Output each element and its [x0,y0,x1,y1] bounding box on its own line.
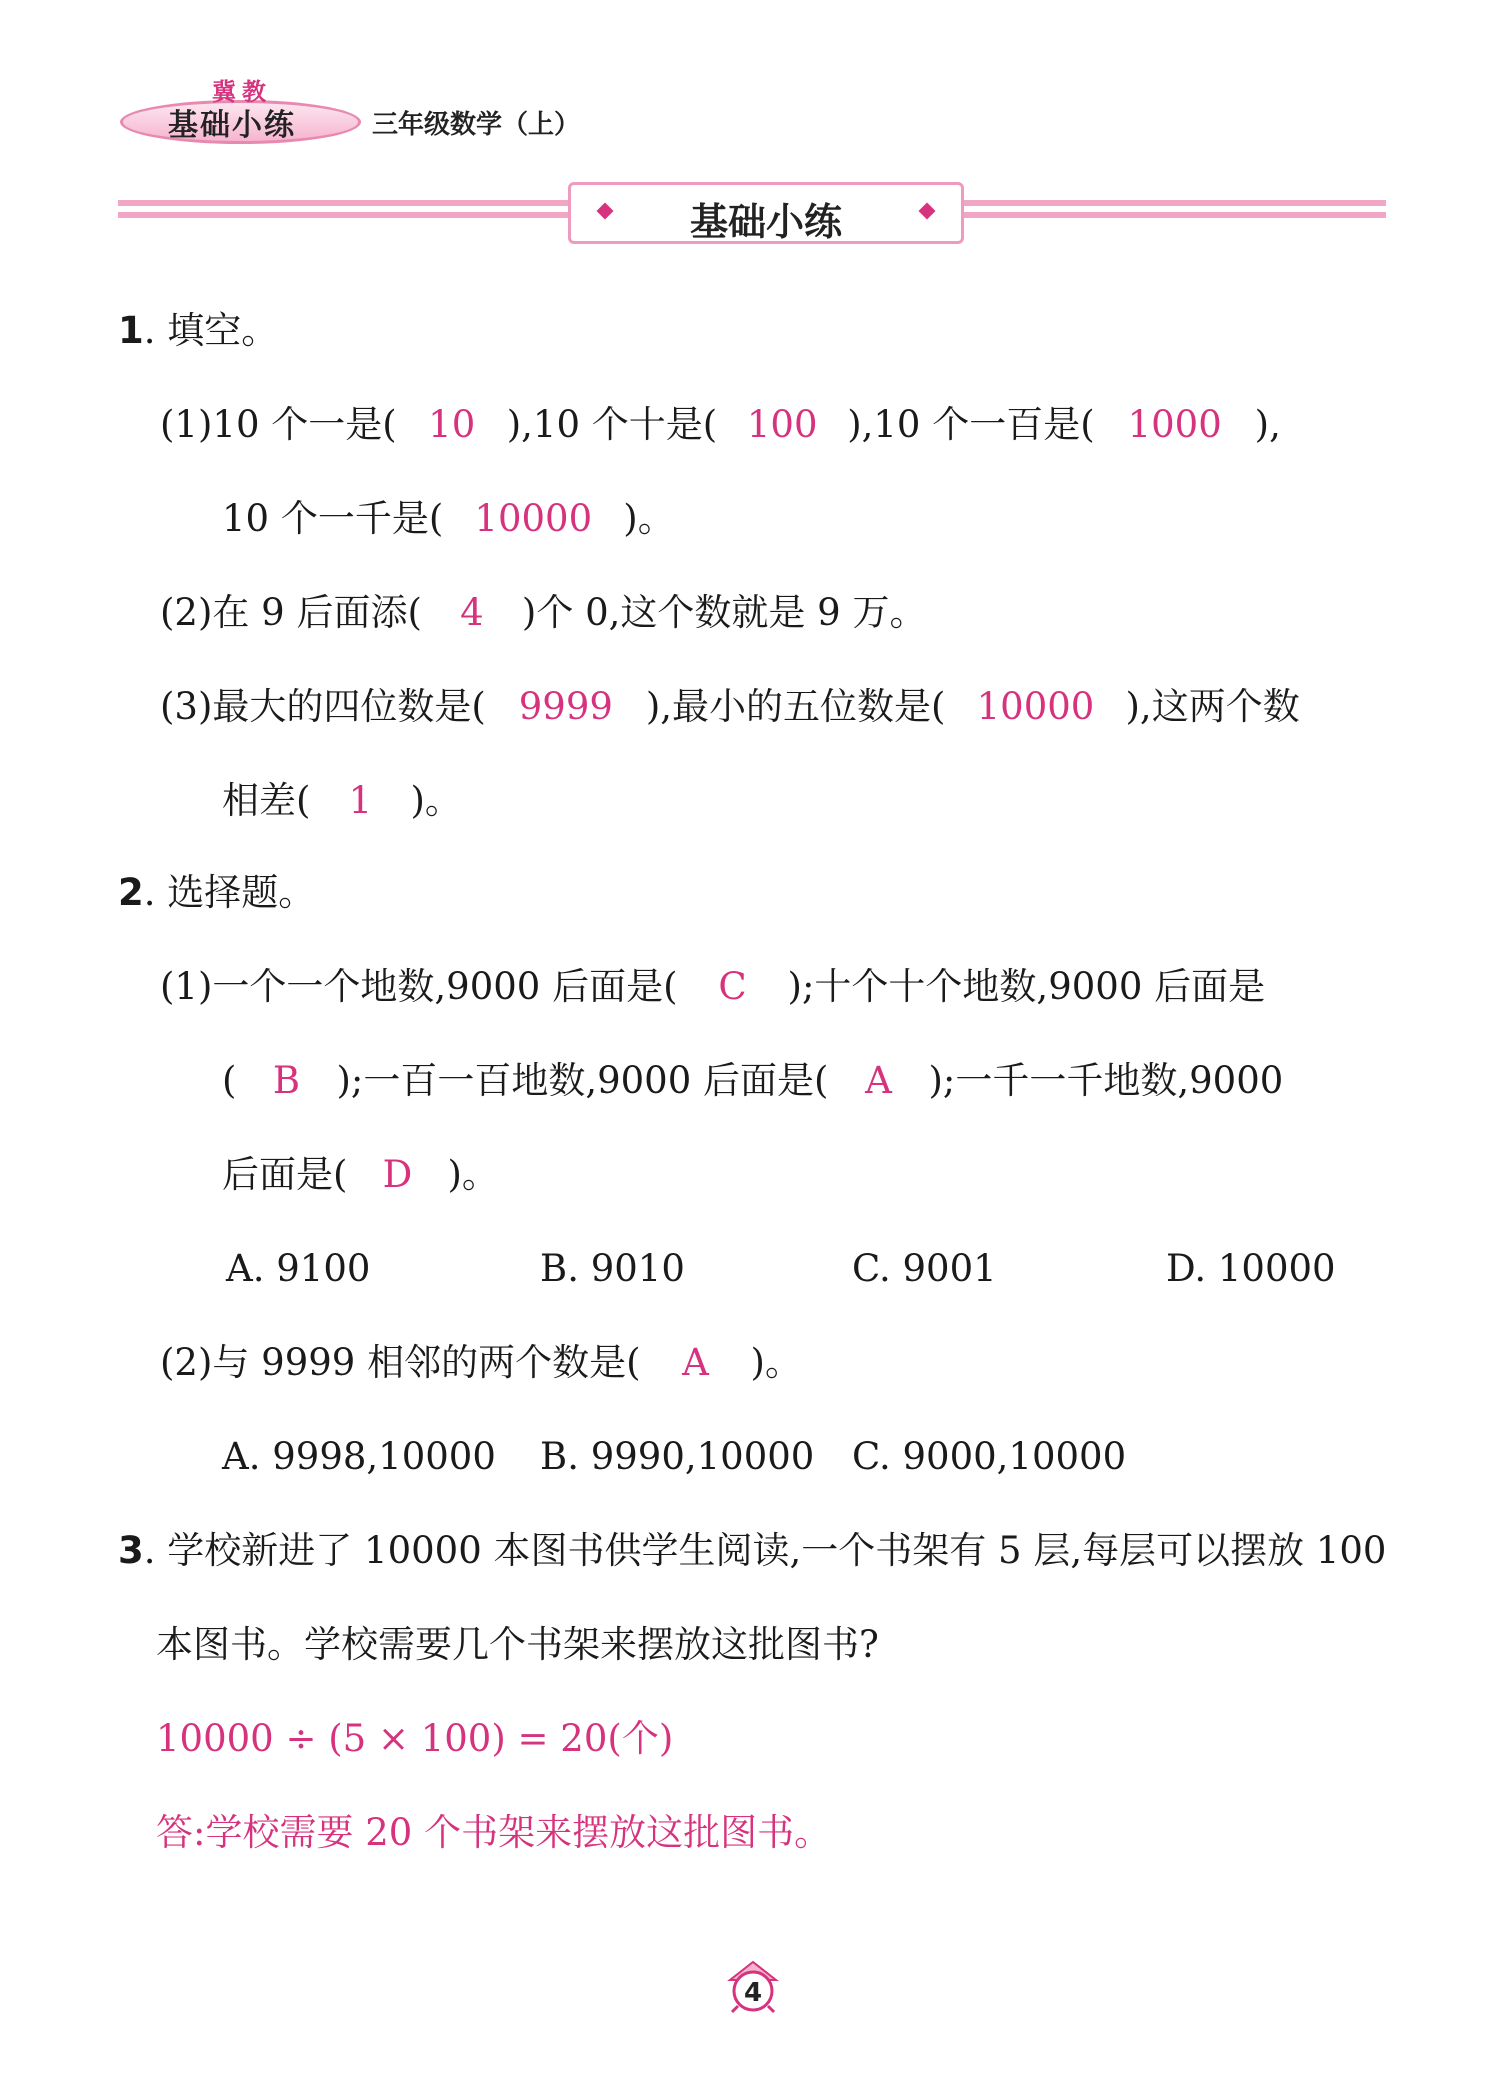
page-number-badge [726,1960,780,2014]
q2-option-a: A. 9100 [226,1247,371,1290]
q1-number: 1 [118,309,144,352]
q1-part1-line1 [160,402,1281,448]
q1-part1-line2 [222,496,675,542]
section-title-box [568,182,964,244]
q1-p1-answer-a: 10 [428,403,476,446]
q1-title [118,308,278,354]
q1-p2-answer: 4 [460,591,484,634]
q2-part1-line1 [160,964,1265,1010]
q1-p3-answer-d: 1 [348,779,373,822]
q1-p1-answer-e: 10000 [474,497,593,540]
q1-p1-text-f: )。 [623,497,675,540]
q2-p2-option-a: A. 9998,10000 [222,1435,496,1478]
q2-option-c: C. 9001 [852,1247,997,1290]
q3-calculation: 10000 ÷ (5 × 100) = 20(个) [156,1717,674,1760]
q1-p2-text-b: )个 0,这个数就是 9 万。 [521,591,927,634]
section-title: 基础小练 [689,200,842,244]
q1-part3-line1 [160,684,1300,730]
q2-p1-text-f: 后面是( [222,1153,348,1196]
q2-p1-answer-d: A [865,1059,892,1102]
q2-p2-option-b: B. 9990,10000 [540,1435,815,1478]
q1-part3-line2 [222,778,462,824]
q2-option-b: B. 9010 [540,1247,685,1290]
q1-title-text: . 填空。 [143,309,279,352]
q1-p3-text-d: 相差( [222,779,311,822]
q1-p3-text-c: ),这两个数 [1125,685,1300,728]
q2-option-d: D. 10000 [1166,1247,1336,1290]
q2-title-text: . 选择题。 [143,871,316,914]
q1-p3-text-a: (3)最大的四位数是( [160,685,486,728]
q1-p1-text-a: (1)10 个一是( [160,403,397,446]
q1-p1-answer-b: 100 [746,403,818,446]
q1-part2 [160,590,926,636]
q1-p3-text-b: ),最小的五位数是( [645,685,946,728]
q3-title-text: . 学校新进了 10000 本图书供学生阅读,一个书架有 5 层,每层可以摆放 100 [143,1529,1387,1572]
header-subtitle: 三年级数学（上） [372,110,581,140]
q2-p2-answer: A [682,1341,709,1384]
page-number: 4 [743,1978,763,2008]
q2-title [118,870,315,916]
q2-p1-text-d: );一百一百地数,9000 后面是( [336,1059,829,1102]
q1-p3-text-e: )。 [410,779,462,822]
q3-number: 3 [118,1529,144,1572]
q2-p1-text-e: );一千一千地数,9000 [928,1059,1284,1102]
q1-p3-answer-b: 10000 [976,685,1095,728]
q1-p3-answer-a: 9999 [518,685,613,728]
q2-p1-answer-f: D [382,1153,413,1196]
q3-line2: 本图书。学校需要几个书架来摆放这批图书? [156,1623,879,1666]
q3-answer: 答:学校需要 20 个书架来摆放这批图书。 [156,1811,832,1854]
q2-p2-text-b: )。 [750,1341,802,1384]
q2-p1-text-a: (1)一个一个地数,9000 后面是( [160,965,678,1008]
q1-p1-text-b: ),10 个十是( [506,403,718,446]
q2-part1-line3 [222,1152,499,1198]
q2-part2 [160,1340,802,1386]
q2-p2-option-c: C. 9000,10000 [852,1435,1127,1478]
q2-p1-answer-c: B [272,1059,301,1102]
q2-part1-line2 [222,1058,1283,1104]
q1-p1-text-c: ),10 个一百是( [847,403,1095,446]
q2-p1-answer-a: C [718,965,747,1008]
q2-p2-text-a: (2)与 9999 相邻的两个数是( [160,1341,641,1384]
q2-p1-text-g: )。 [447,1153,499,1196]
q2-number: 2 [118,871,144,914]
header-series-logo: 基础小练 [168,108,296,143]
q1-p1-text-d: ), [1254,403,1281,446]
header-series-small: 冀教 [212,78,272,106]
q2-p1-text-b: );十个十个地数,9000 后面是 [787,965,1266,1008]
q1-p1-text-e: 10 个一千是( [222,497,444,540]
q1-p1-answer-c: 1000 [1127,403,1222,446]
q1-p2-text-a: (2)在 9 后面添( [160,591,422,634]
q3-title [118,1528,1386,1574]
q2-p1-text-c: ( [222,1059,237,1102]
